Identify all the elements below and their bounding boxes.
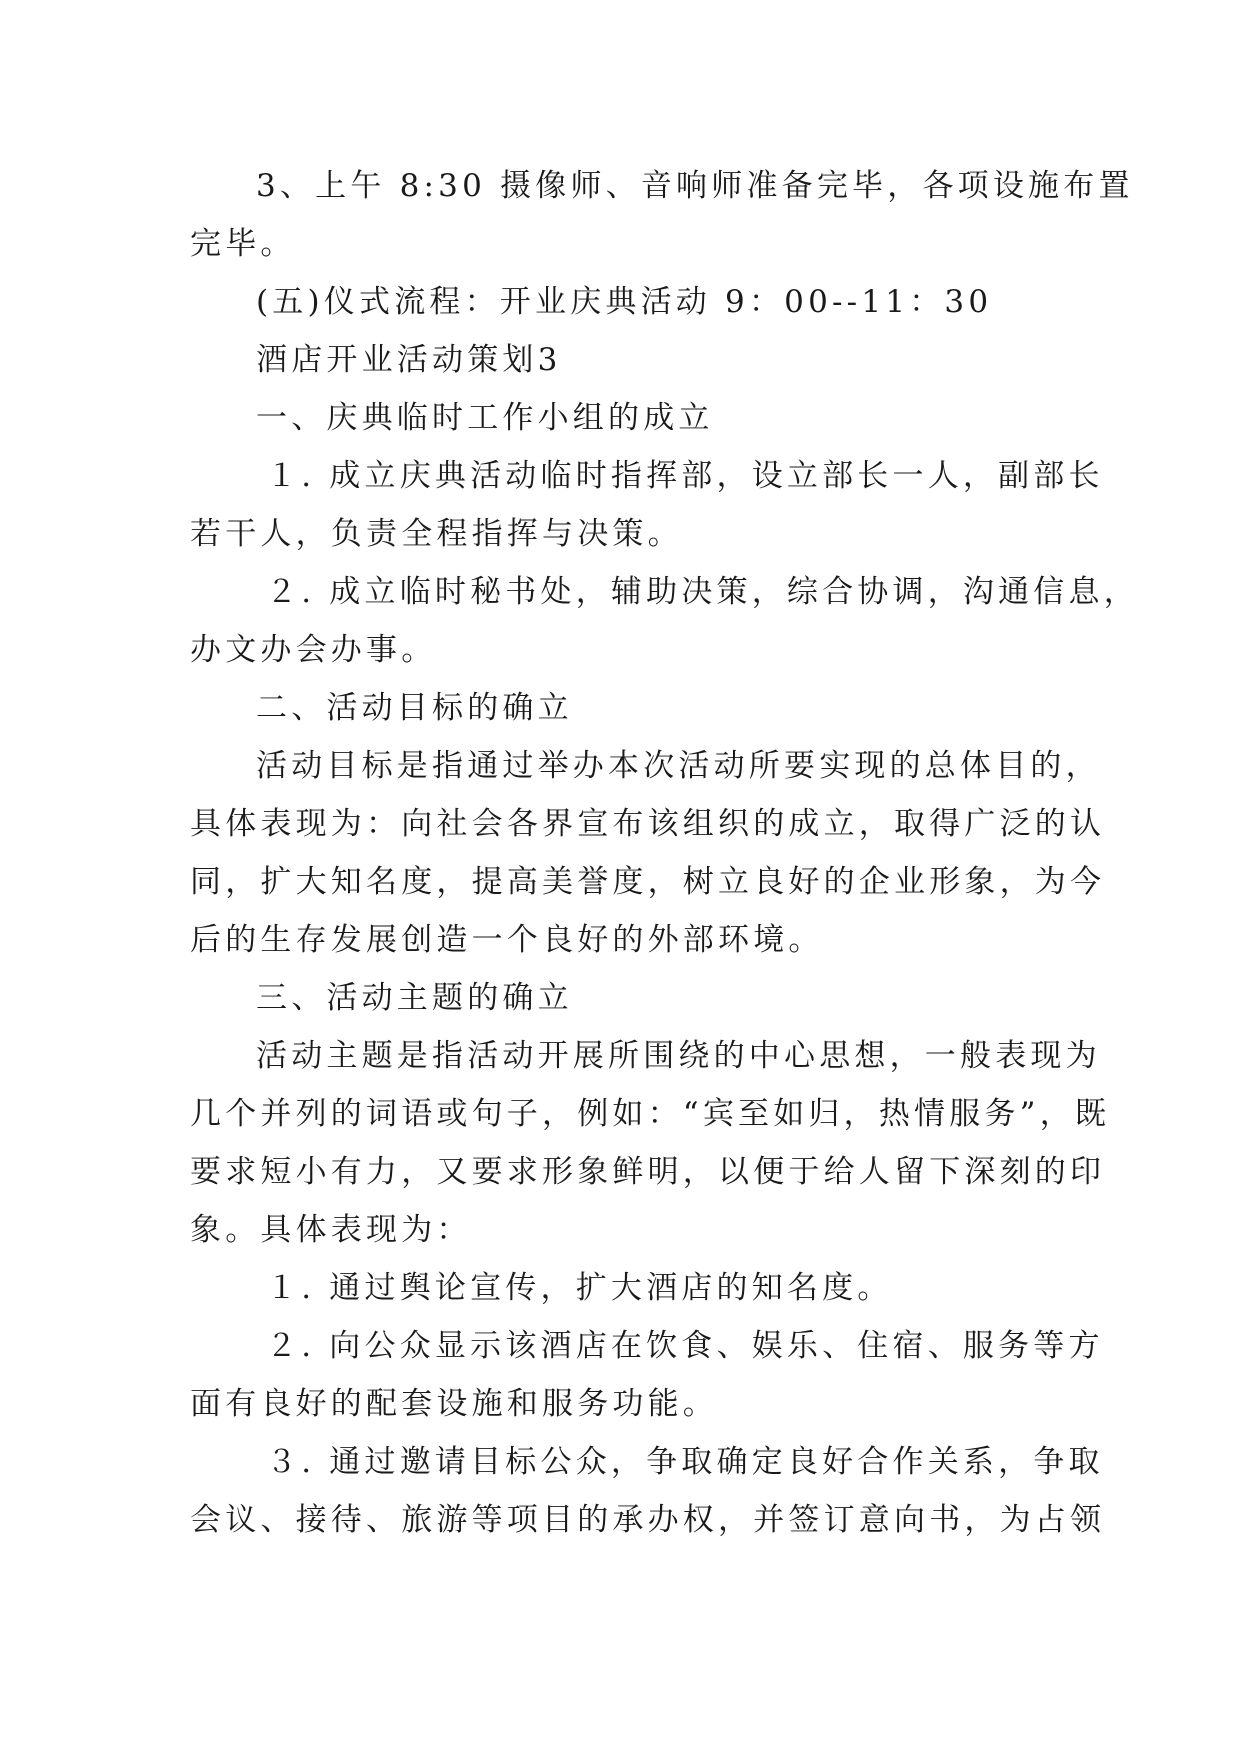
paragraph-line: (五)仪式流程：开业庆典活动 9：00--11：30 [256,284,993,320]
paragraph-line: 会议、接待、旅游等项目的承办权，并签订意向书，为占领 [190,1502,1106,1538]
paragraph-line: 同，扩大知名度，提高美誉度，树立良好的企业形象，为今 [190,864,1106,900]
numbered-item-line: ２. 向公众显示该酒店在饮食、娱乐、住宿、服务等方 [266,1328,1104,1364]
paragraph-line: 若干人，负责全程指挥与决策。 [190,516,683,552]
section-heading: 一、庆典临时工作小组的成立 [256,400,714,436]
paragraph-line: 具体表现为：向社会各界宣布该组织的成立，取得广泛的认 [190,806,1106,842]
paragraph-line: 活动主题是指活动开展所围绕的中心思想，一般表现为 [256,1038,1101,1074]
section-heading: 三、活动主题的确立 [256,980,573,1016]
numbered-item-line: ３. 通过邀请目标公众，争取确定良好合作关系，争取 [266,1444,1104,1480]
numbered-item-line: １. 成立庆典活动临时指挥部，设立部长一人，副部长 [266,458,1104,494]
paragraph-line: 象。具体表现为： [190,1212,472,1248]
paragraph-line: 几个并列的词语或句子，例如：“宾至如归，热情服务”，既 [190,1096,1111,1132]
paragraph-line: 活动目标是指通过举办本次活动所要实现的总体目的， [256,748,1101,784]
numbered-item-line: １. 通过舆论宣传，扩大酒店的知名度。 [266,1270,893,1306]
section-title: 酒店开业活动策划3 [256,342,562,378]
paragraph-line: 完毕。 [190,226,296,262]
paragraph-line: 3、上午 8:30 摄像师、音响师准备完毕，各项设施布置 [256,168,1134,204]
paragraph-line: 面有良好的配套设施和服务功能。 [190,1386,718,1422]
paragraph-line: 办文办会办事。 [190,632,437,668]
paragraph-line: 要求短小有力，又要求形象鲜明，以便于给人留下深刻的印 [190,1154,1106,1190]
numbered-item-line: ２. 成立临时秘书处，辅助决策，综合协调，沟通信息， [266,574,1139,610]
section-heading: 二、活动目标的确立 [256,690,573,726]
paragraph-line: 后的生存发展创造一个良好的外部环境。 [190,922,824,958]
